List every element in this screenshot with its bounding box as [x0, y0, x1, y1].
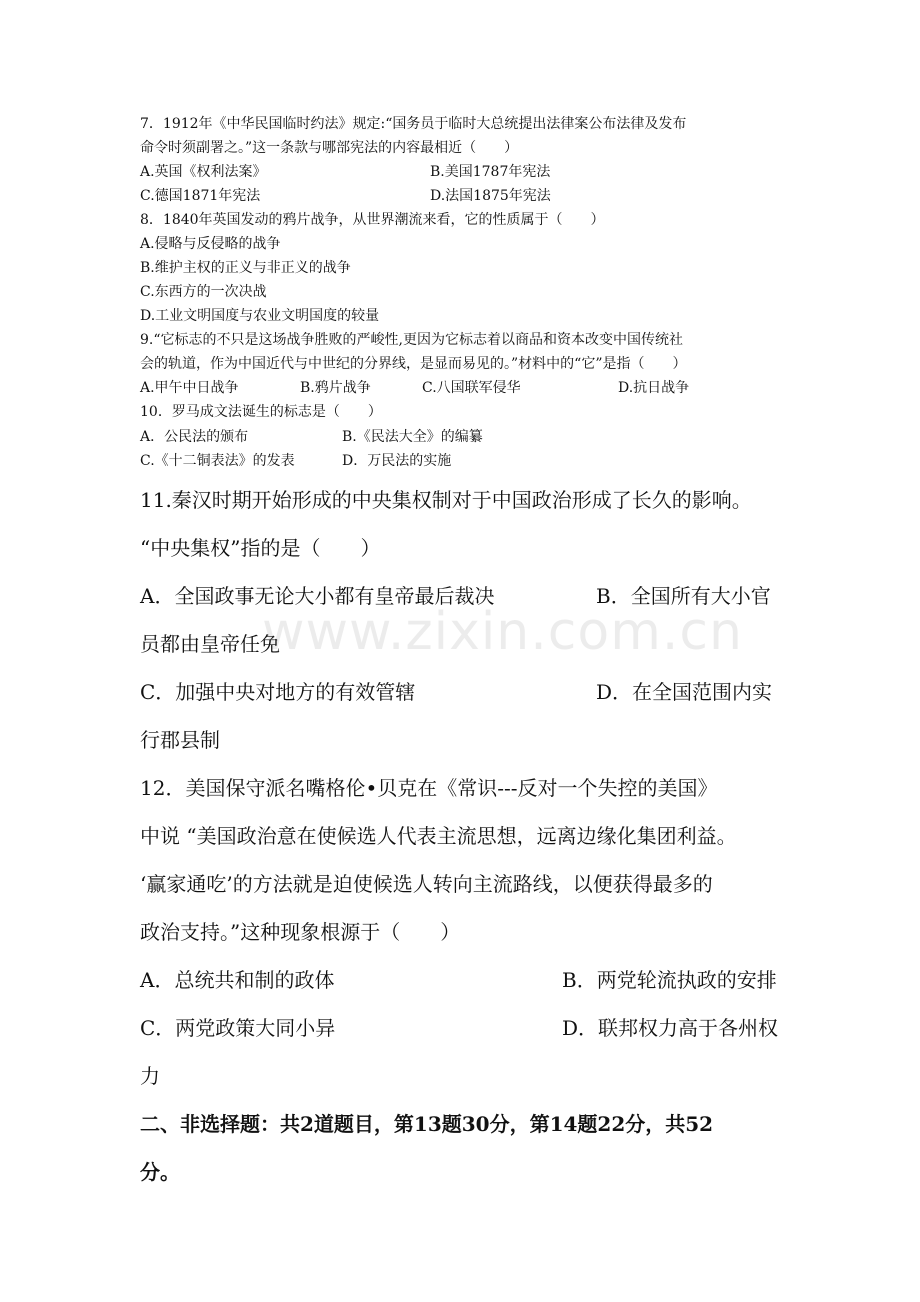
section2-heading-cont: 分。: [140, 1160, 180, 1184]
q11-stem-line1: 11.秦汉时期开始形成的中央集权制对于中国政治形成了长久的影响。: [140, 488, 752, 512]
section2-heading: 二、非选择题：共2道题目，第13题30分，第14题22分，共52: [140, 1112, 714, 1136]
q11-option-b-cont: 员都由皇帝任免: [140, 632, 280, 656]
q10-option-d: D．万民法的实施: [342, 453, 452, 469]
q9-option-c: C.八国联军侵华: [422, 380, 521, 396]
q10-option-b: B.《民法大全》的编纂: [342, 429, 483, 445]
q10-option-c: C.《十二铜表法》的发表: [140, 453, 295, 469]
q7-stem-line1: 7．1912年《中华民国临时约法》规定:“国务员于临时大总统提出法律案公布法律及发布: [140, 116, 687, 132]
q7-option-d: D.法国1875年宪法: [430, 188, 551, 204]
q8-option-a: A.侵略与反侵略的战争: [140, 236, 281, 252]
q11-option-b: B．全国所有大小官: [596, 584, 771, 608]
q12-option-b: B．两党轮流执政的安排: [562, 968, 777, 992]
q8-stem: 8．1840年英国发动的鸦片战争，从世界潮流来看，它的性质属于（ ）: [140, 212, 605, 228]
q12-stem-line1: 12．美国保守派名嘴格伦•贝克在《常识---反对一个失控的美国》: [140, 776, 718, 800]
q10-option-a: A．公民法的颁布: [140, 429, 249, 445]
q7-stem-line2: 命令时须副署之。”这一条款与哪部宪法的内容最相近（ ）: [140, 140, 519, 156]
q12-stem-line4: 政治支持。”这种现象根源于（ ）: [140, 920, 461, 944]
q7-option-c: C.德国1871年宪法: [140, 188, 261, 204]
q8-option-d: D.工业文明国度与农业文明国度的较量: [140, 308, 380, 324]
q9-option-d: D.抗日战争: [618, 380, 690, 396]
q12-option-d-cont: 力: [140, 1064, 160, 1088]
watermark: www.zixin.com.cn: [262, 602, 743, 662]
q12-option-a: A．总统共和制的政体: [140, 968, 335, 992]
q11-option-a: A．全国政事无论大小都有皇帝最后裁决: [140, 584, 495, 608]
q9-stem-line2: 会的轨道，作为中国近代与中世纪的分界线，是显而易见的。”材料中的“它”是指（ ）: [140, 356, 687, 372]
q7-option-a: A.英国《权利法案》: [140, 164, 267, 180]
q12-option-d: D．联邦权力高于各州权: [562, 1016, 779, 1040]
q12-stem-line2: 中说 “美国政治意在使候选人代表主流思想，远离边缘化集团利益。: [140, 824, 737, 848]
q11-stem-line2: “中央集权”指的是（ ）: [140, 536, 381, 560]
q8-option-c: C.东西方的一次决战: [140, 284, 267, 300]
q10-stem: 10．罗马成文法诞生的标志是（ ）: [140, 404, 382, 420]
q11-option-d-cont: 行郡县制: [140, 728, 220, 752]
q9-option-b: B.鸦片战争: [300, 380, 371, 396]
q7-option-b: B.美国1787年宪法: [430, 164, 551, 180]
q9-option-a: A.甲午中日战争: [140, 380, 239, 396]
q12-stem-line3: ‘赢家通吃’的方法就是迫使候选人转向主流路线，以便获得最多的: [140, 872, 713, 896]
q8-option-b: B.维护主权的正义与非正义的战争: [140, 260, 351, 276]
q9-stem-line1: 9.“它标志的不只是这场战争胜败的严峻性,更因为它标志着以商品和资本改变中国传统社: [140, 332, 683, 348]
q11-option-c: C．加强中央对地方的有效管辖: [140, 680, 416, 704]
q12-option-c: C．两党政策大同小异: [140, 1016, 336, 1040]
q11-option-d: D．在全国范围内实: [596, 680, 773, 704]
